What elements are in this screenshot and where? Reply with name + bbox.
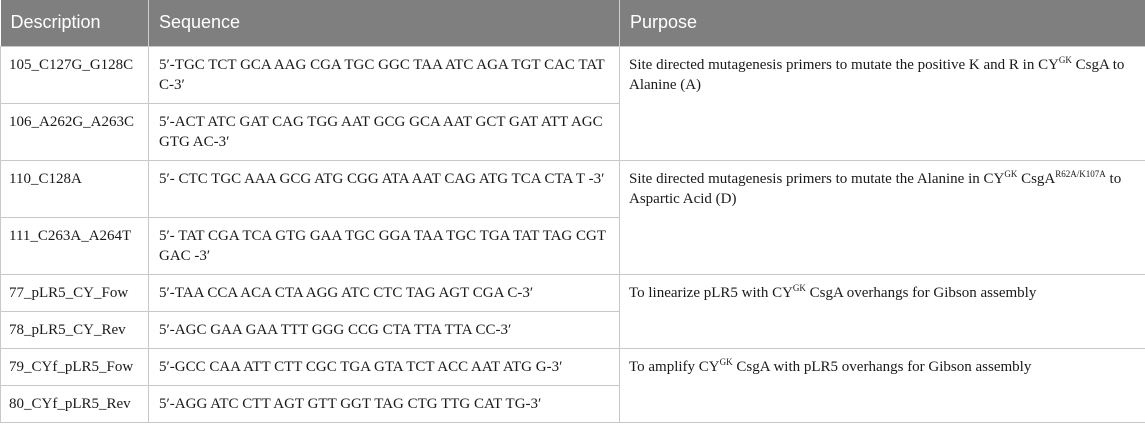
purpose-text: CsgA overhangs for Gibson assembly (805, 284, 1037, 301)
description-cell: 77_pLR5_CY_Fow (1, 274, 149, 311)
superscript: R62A/K107A (1055, 168, 1106, 179)
description-cell: 105_C127G_G128C (1, 46, 149, 103)
sequence-cell: 5′-ACT ATC GAT CAG TGG AAT GCG GCA AAT GCT GAT ATT AGC GTG AC-3′ (149, 103, 620, 160)
description-cell: 80_CYf_pLR5_Rev (1, 385, 149, 422)
table-row (1, 160, 1145, 217)
sequence-cell: 5′-AGC GAA GAA TTT GGG CCG CTA TTA TTA CC-3′ (149, 311, 620, 348)
header-purpose: Purpose (620, 0, 1145, 46)
description-cell: 79_CYf_pLR5_Fow (1, 348, 149, 385)
purpose-text: Site directed mutagenesis primers to mutate the positive K and R in CY (629, 56, 1059, 73)
description-cell: 111_C263A_A264T (1, 217, 149, 274)
purpose-text: to Aspartic Acid (D) (629, 170, 1122, 207)
table-row (1, 348, 1145, 385)
header-row (1, 0, 1145, 46)
purpose-text: Site directed mutagenesis primers to mutate the Alanine in CY (629, 170, 1005, 187)
purpose-text: CsgA (1017, 170, 1056, 187)
superscript: GK (1058, 54, 1072, 65)
description-cell: 106_A262G_A263C (1, 103, 149, 160)
purpose-cell (620, 160, 1145, 274)
table-row (1, 274, 1145, 311)
header-description: Description (1, 0, 149, 46)
sequence-cell: 5′-TAA CCA ACA CTA AGG ATC CTC TAG AGT CGA C-3′ (149, 274, 620, 311)
sequence-cell: 5′-TGC TCT GCA AAG CGA TGC GGC TAA ATC AGA TGT CAC TAT C-3′ (149, 46, 620, 103)
sequence-cell: 5′- CTC TGC AAA GCG ATG CGG ATA AAT CAG ATG TCA CTA T -3′ (149, 160, 620, 217)
description-cell: 78_pLR5_CY_Rev (1, 311, 149, 348)
purpose-text: To linearize pLR5 with CY (629, 284, 793, 301)
header-sequence: Sequence (149, 0, 620, 46)
superscript: GK (1004, 168, 1018, 179)
sequence-cell: 5′-AGG ATC CTT AGT GTT GGT TAG CTG TTG CAT TG-3′ (149, 385, 620, 422)
purpose-cell (620, 46, 1145, 160)
sequence-cell: 5′- TAT CGA TCA GTG GAA TGC GGA TAA TGC TGA TAT TAG CGT GAC -3′ (149, 217, 620, 274)
superscript: GK (792, 282, 806, 293)
purpose-cell (620, 348, 1145, 422)
table-row (1, 46, 1145, 103)
description-cell: 110_C128A (1, 160, 149, 217)
sequence-cell: 5′-GCC CAA ATT CTT CGC TGA GTA TCT ACC AAT ATG G-3′ (149, 348, 620, 385)
purpose-text: To amplify CY (629, 358, 720, 375)
superscript: GK (719, 356, 733, 367)
purpose-text: CsgA with pLR5 overhangs for Gibson assembly (732, 358, 1032, 375)
purpose-cell (620, 274, 1145, 348)
purpose-text: CsgA to Alanine (A) (629, 56, 1125, 93)
